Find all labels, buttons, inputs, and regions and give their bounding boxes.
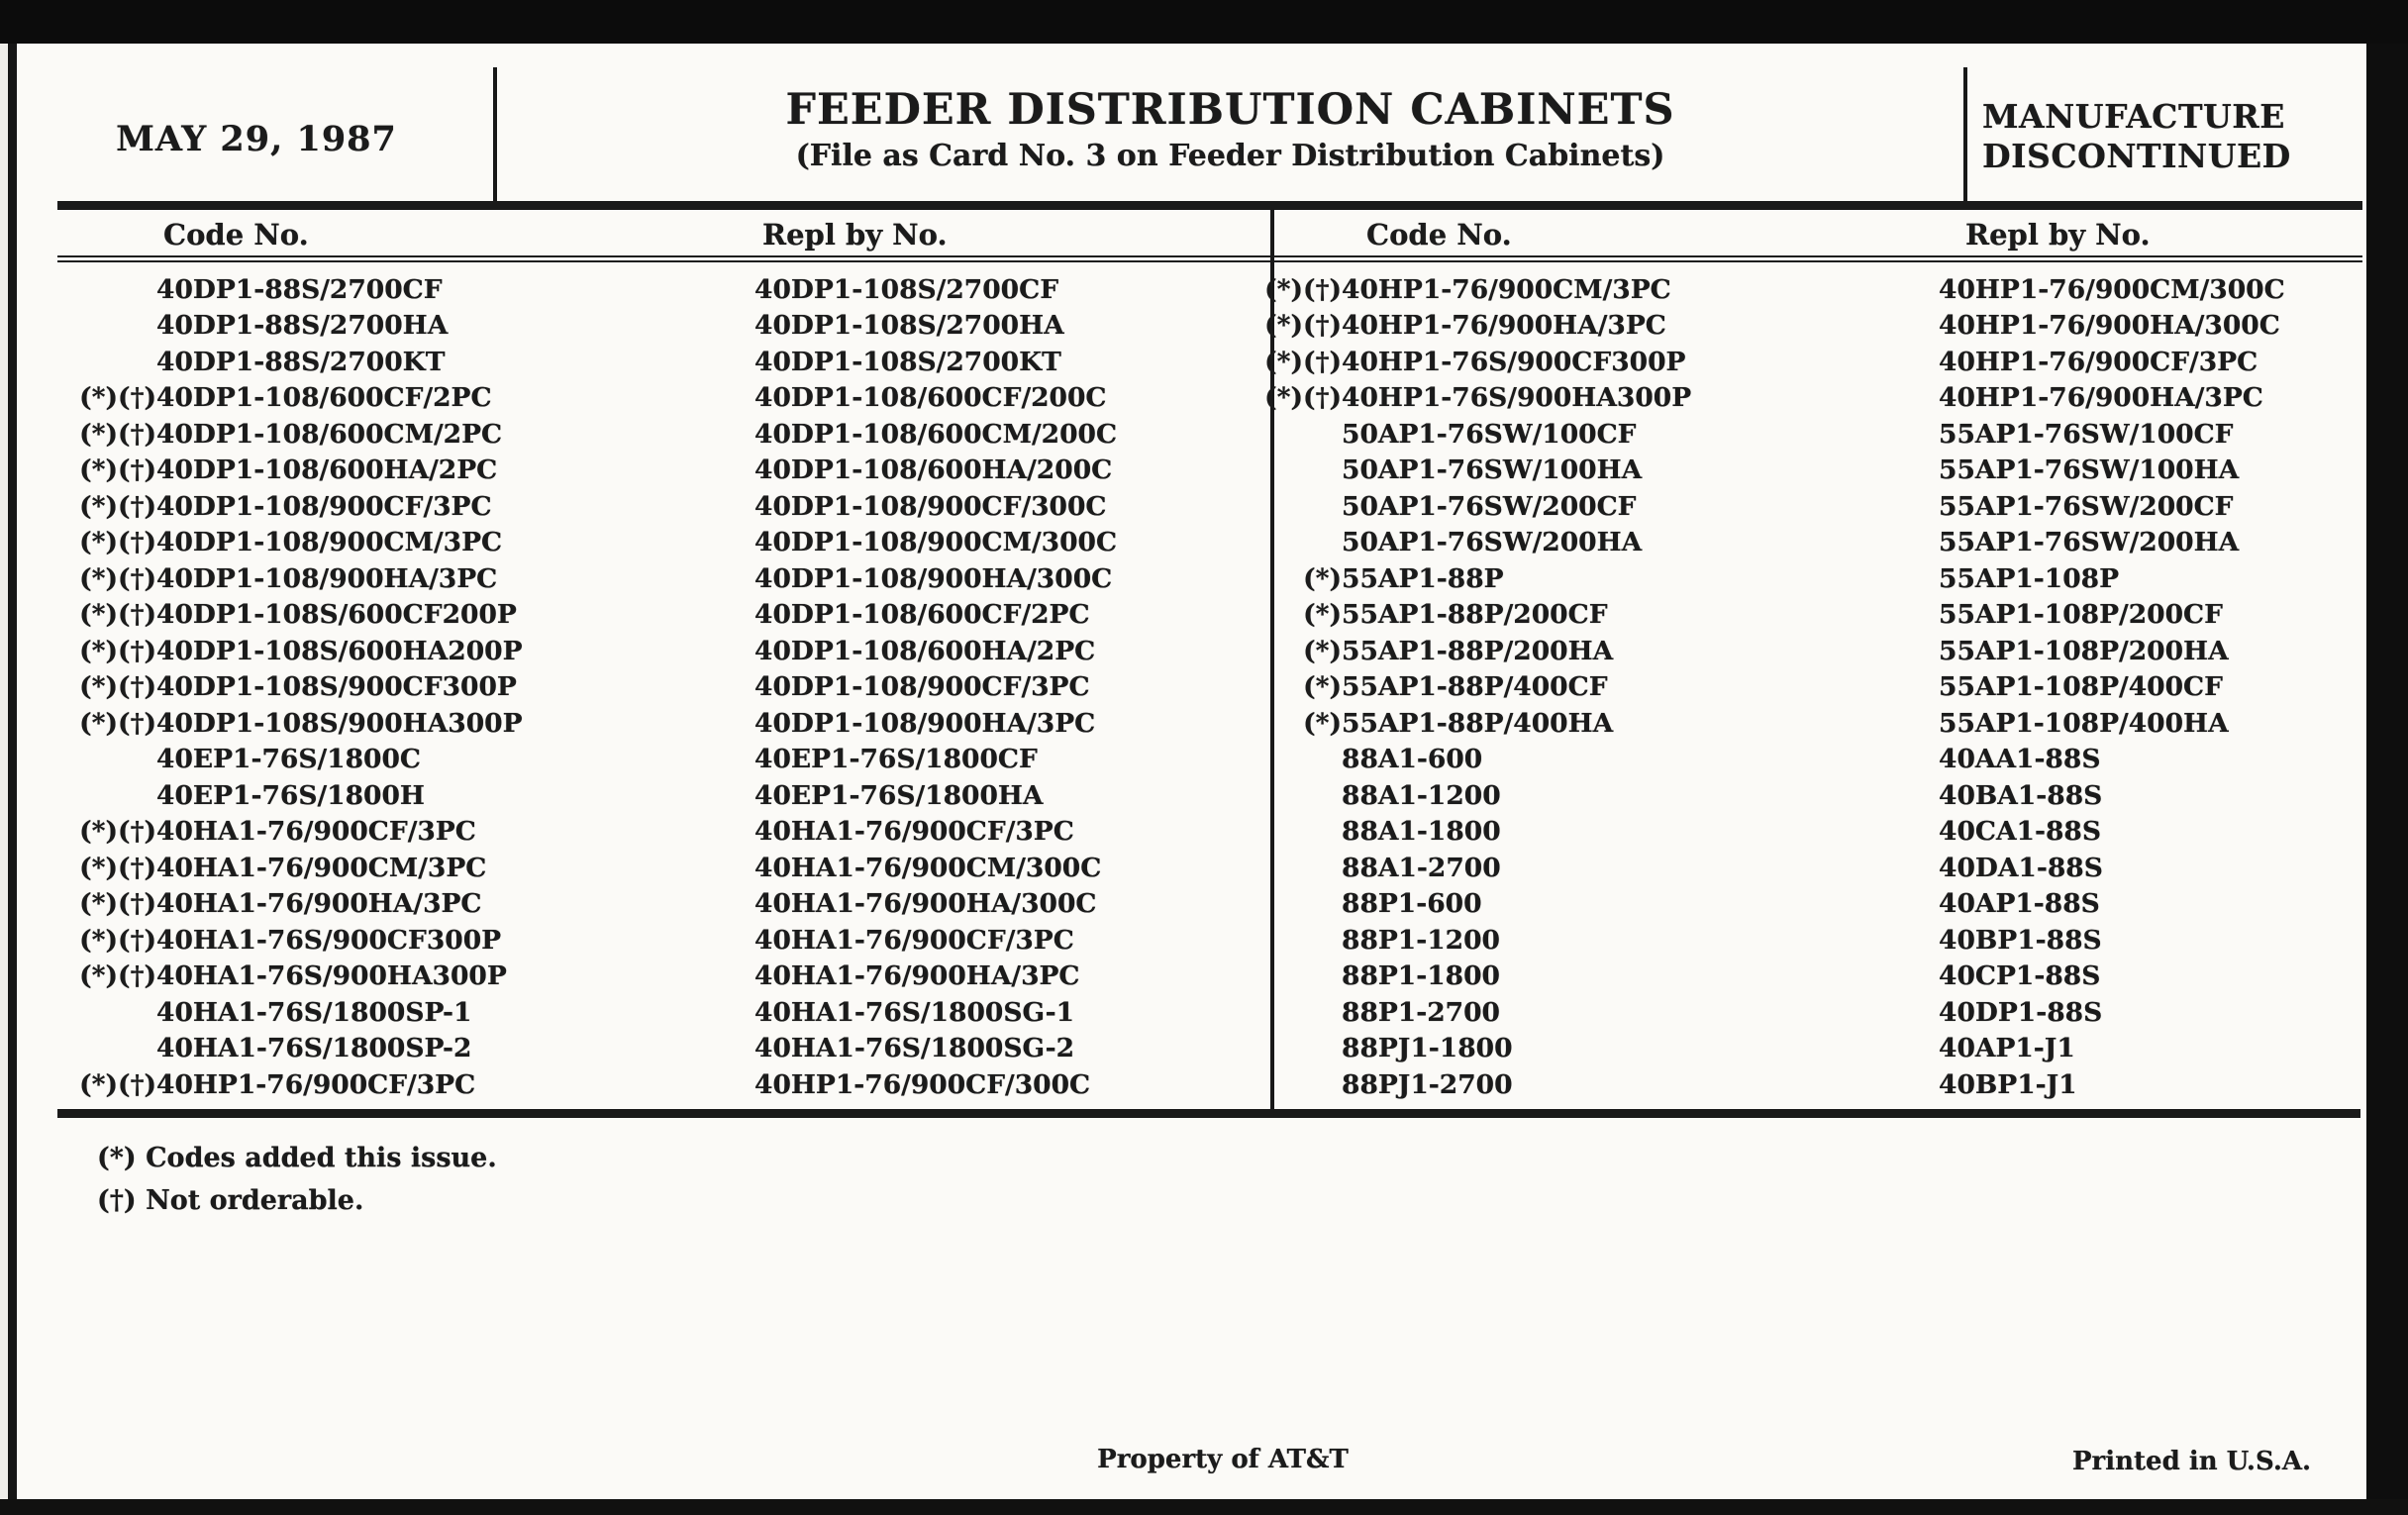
column-header-repl-right: Repl by No. xyxy=(1965,218,2151,252)
page-subtitle: (File as Card No. 3 on Feeder Distribution Cabinets) xyxy=(795,139,1665,173)
code-value: 40HA1-76S/1800SP-2 xyxy=(156,1033,472,1064)
code-cell xyxy=(1250,491,1939,522)
title-block xyxy=(505,85,1956,176)
code-value: 88PJ1-1800 xyxy=(1342,1033,1513,1064)
code-value: 88P1-600 xyxy=(1342,888,1482,920)
repl-cell: 40DP1-108/900CF/3PC xyxy=(754,671,1090,703)
repl-cell: 55AP1-108P/200CF xyxy=(1939,599,2223,631)
code-cell xyxy=(1250,744,1939,774)
code-cell xyxy=(1250,347,1939,377)
code-cell xyxy=(1250,816,1939,847)
code-marker: (*)(†) xyxy=(79,635,156,666)
code-value: 55AP1-88P/200CF xyxy=(1342,599,1608,631)
code-marker xyxy=(1250,419,1342,450)
code-value: 40DP1-108/600HA/2PC xyxy=(156,454,498,486)
table-row xyxy=(0,1031,2366,1067)
repl-cell: 55AP1-108P/200HA xyxy=(1939,635,2229,666)
repl-cell: 40HP1-76/900CM/300C xyxy=(1939,273,2285,305)
code-value: 88A1-2700 xyxy=(1342,852,1501,883)
code-value: 88A1-1200 xyxy=(1342,779,1501,811)
scan-edge-right xyxy=(2366,44,2408,1515)
code-value: 88P1-2700 xyxy=(1342,996,1500,1028)
code-cell xyxy=(1250,563,1939,594)
table-row xyxy=(0,271,2366,308)
code-value: 40HP1-76/900HA/3PC xyxy=(1342,310,1666,342)
code-value: 40DP1-108S/600CF200P xyxy=(156,599,517,631)
code-value: 40DP1-108S/900CF300P xyxy=(156,671,517,703)
repl-cell: 40DP1-108/600HA/200C xyxy=(754,454,1113,486)
repl-cell: 40DP1-108/900CM/300C xyxy=(754,527,1118,558)
table-row xyxy=(0,814,2366,851)
code-marker: (*) xyxy=(1303,635,1342,666)
code-value: 40HP1-76/900CF/3PC xyxy=(156,1068,476,1100)
code-value: 40DP1-88S/2700CF xyxy=(156,273,443,305)
code-marker: (*)(†) xyxy=(1264,382,1342,414)
code-marker: (*)(†) xyxy=(1264,273,1342,305)
code-cell xyxy=(1250,708,1939,739)
repl-cell: 40HA1-76/900CF/3PC xyxy=(754,816,1074,848)
code-marker: (*) xyxy=(1303,707,1342,739)
repl-cell: 55AP1-76SW/100HA xyxy=(1939,454,2240,486)
table-row xyxy=(0,453,2366,489)
code-value: 50AP1-76SW/200CF xyxy=(1342,490,1637,522)
repl-cell: 40DP1-108/900CF/300C xyxy=(754,490,1107,522)
repl-cell: 40CA1-88S xyxy=(1939,816,2101,848)
repl-cell: 40DP1-108S/2700CF xyxy=(754,273,1059,305)
repl-cell: 40DP1-108S/2700HA xyxy=(754,310,1064,342)
repl-cell: 55AP1-108P/400HA xyxy=(1939,707,2229,739)
code-marker xyxy=(1250,816,1342,847)
code-marker xyxy=(1250,853,1342,883)
code-value: 40HA1-76/900CF/3PC xyxy=(156,816,476,848)
code-value: 40HA1-76S/900CF300P xyxy=(156,924,502,956)
repl-cell: 40CP1-88S xyxy=(1939,960,2101,992)
code-marker: (*)(†) xyxy=(79,490,156,522)
table-bottom-rule xyxy=(57,1109,2360,1118)
code-value: 55AP1-88P/400CF xyxy=(1342,671,1608,703)
repl-cell: 55AP1-108P xyxy=(1939,562,2120,594)
repl-cell: 55AP1-76SW/200HA xyxy=(1939,527,2240,558)
code-cell xyxy=(1250,454,1939,485)
table-row xyxy=(0,922,2366,959)
code-cell xyxy=(1250,1033,1939,1063)
scan-edge-top xyxy=(0,0,2408,44)
code-cell xyxy=(1250,310,1939,341)
code-cell xyxy=(1250,780,1939,811)
code-marker: (*)(†) xyxy=(1264,310,1342,342)
code-value: 50AP1-76SW/100HA xyxy=(1342,454,1643,486)
code-marker: (*)(†) xyxy=(79,816,156,848)
code-cell xyxy=(1250,671,1939,702)
code-cell xyxy=(1250,960,1939,991)
header-rule xyxy=(57,201,2362,210)
code-marker xyxy=(1250,925,1342,956)
repl-cell: 55AP1-76SW/200CF xyxy=(1939,490,2234,522)
code-marker: (*)(†) xyxy=(79,527,156,558)
code-cell xyxy=(1250,636,1939,666)
code-marker xyxy=(1250,527,1342,557)
header-divider-right xyxy=(1963,67,1967,202)
issue-date: MAY 29, 1987 xyxy=(116,118,397,159)
code-marker xyxy=(1250,997,1342,1028)
code-value: 40EP1-76S/1800H xyxy=(156,779,425,811)
code-value: 40DP1-108/900HA/3PC xyxy=(156,562,498,594)
footer-printed: Printed in U.S.A. xyxy=(2072,1447,2312,1476)
footnote-codes-added: (*) Codes added this issue. xyxy=(97,1143,497,1173)
table-row xyxy=(0,380,2366,417)
code-marker: (*) xyxy=(1303,671,1342,703)
code-value: 40HA1-76S/1800SP-1 xyxy=(156,996,472,1028)
repl-cell: 40HA1-76S/1800SG-1 xyxy=(754,996,1075,1028)
code-value: 88PJ1-2700 xyxy=(1342,1068,1513,1100)
scan-edge-bottom xyxy=(0,1499,2408,1515)
header-divider-left xyxy=(493,67,497,202)
repl-cell: 40DP1-108/900HA/300C xyxy=(754,562,1113,594)
repl-cell: 55AP1-76SW/100CF xyxy=(1939,418,2234,450)
code-marker: (*)(†) xyxy=(79,888,156,920)
repl-cell: 40HP1-76/900CF/3PC xyxy=(1939,346,2258,377)
code-value: 40HA1-76/900CM/3PC xyxy=(156,852,487,883)
code-marker: (*)(†) xyxy=(79,454,156,486)
code-value: 40EP1-76S/1800C xyxy=(156,744,421,775)
code-marker xyxy=(1250,888,1342,919)
table-row xyxy=(0,1066,2366,1103)
column-header-rule xyxy=(57,255,2362,262)
code-value: 50AP1-76SW/200HA xyxy=(1342,527,1643,558)
column-header-code-right: Code No. xyxy=(1366,218,1512,252)
code-cell xyxy=(1250,527,1939,557)
code-marker: (*)(†) xyxy=(1264,346,1342,377)
repl-cell: 40DP1-108/600CF/200C xyxy=(754,382,1107,414)
code-marker xyxy=(1250,1069,1342,1100)
repl-cell: 40DP1-108/600CM/200C xyxy=(754,418,1118,450)
repl-cell: 40DP1-108S/2700KT xyxy=(754,346,1061,377)
table-row xyxy=(0,742,2366,778)
table-row xyxy=(0,994,2366,1031)
code-marker xyxy=(1250,780,1342,811)
code-marker: (*)(†) xyxy=(79,924,156,956)
code-marker xyxy=(1250,1033,1342,1063)
table-row xyxy=(0,308,2366,345)
page-title: FEEDER DISTRIBUTION CABINETS xyxy=(785,85,1675,135)
code-marker xyxy=(1250,960,1342,991)
code-value: 40DP1-108/900CM/3PC xyxy=(156,527,503,558)
table-row xyxy=(0,416,2366,453)
repl-cell: 40HP1-76/900HA/300C xyxy=(1939,310,2280,342)
repl-cell: 55AP1-108P/400CF xyxy=(1939,671,2223,703)
code-marker: (*) xyxy=(1303,599,1342,631)
code-value: 40DP1-108/900CF/3PC xyxy=(156,490,492,522)
table-row xyxy=(0,597,2366,634)
table-row xyxy=(0,344,2366,380)
code-value: 40HP1-76/900CM/3PC xyxy=(1342,273,1671,305)
code-marker: (*)(†) xyxy=(79,562,156,594)
code-marker: (*)(†) xyxy=(79,960,156,992)
code-value: 40DP1-108/600CM/2PC xyxy=(156,418,503,450)
repl-cell: 40DP1-108/600CF/2PC xyxy=(754,599,1090,631)
table-row xyxy=(0,705,2366,742)
column-header-code-left: Code No. xyxy=(163,218,309,252)
code-cell xyxy=(1250,925,1939,956)
code-marker: (*)(†) xyxy=(79,852,156,883)
code-marker: (*) xyxy=(1303,562,1342,594)
repl-cell: 40DP1-108/600HA/2PC xyxy=(754,635,1096,666)
code-value: 88P1-1200 xyxy=(1342,924,1500,956)
footer-property: Property of AT&T xyxy=(1097,1445,1349,1474)
footnote-not-orderable: (†) Not orderable. xyxy=(97,1185,364,1216)
table-row xyxy=(0,488,2366,525)
table-row xyxy=(0,669,2366,706)
code-value: 40DP1-108/600CF/2PC xyxy=(156,382,492,414)
code-cell xyxy=(1250,274,1939,305)
repl-cell: 40HA1-76S/1800SG-2 xyxy=(754,1033,1075,1064)
code-cell xyxy=(1250,599,1939,630)
status-line-1: MANUFACTURE xyxy=(1982,97,2285,136)
status-label xyxy=(1982,97,2358,176)
table-right-half xyxy=(0,271,2366,1103)
code-cell xyxy=(1250,853,1939,883)
code-cell xyxy=(1250,419,1939,450)
code-marker xyxy=(1250,454,1342,485)
code-marker: (*)(†) xyxy=(79,382,156,414)
repl-cell: 40EP1-76S/1800HA xyxy=(754,779,1044,811)
repl-cell: 40DA1-88S xyxy=(1939,852,2103,883)
repl-cell: 40BA1-88S xyxy=(1939,779,2103,811)
code-value: 40HP1-76S/900CF300P xyxy=(1342,346,1686,377)
code-marker: (*)(†) xyxy=(79,671,156,703)
code-marker xyxy=(1250,491,1342,522)
repl-cell: 40BP1-J1 xyxy=(1939,1068,2077,1100)
code-value: 40DP1-108S/900HA300P xyxy=(156,707,523,739)
column-header-repl-left: Repl by No. xyxy=(762,218,948,252)
table-row xyxy=(0,886,2366,923)
status-line-2: DISCONTINUED xyxy=(1982,137,2291,175)
table-row xyxy=(0,777,2366,814)
code-value: 88A1-1800 xyxy=(1342,816,1501,848)
code-cell xyxy=(1250,382,1939,413)
code-value: 55AP1-88P xyxy=(1342,562,1504,594)
table-row xyxy=(0,633,2366,669)
repl-cell: 40AP1-J1 xyxy=(1939,1033,2075,1064)
repl-cell: 40HA1-76/900CF/3PC xyxy=(754,924,1074,956)
repl-cell: 40HA1-76/900HA/300C xyxy=(754,888,1097,920)
repl-cell: 40EP1-76S/1800CF xyxy=(754,744,1038,775)
code-marker xyxy=(1250,744,1342,774)
code-value: 50AP1-76SW/100CF xyxy=(1342,418,1637,450)
code-value: 88A1-600 xyxy=(1342,744,1483,775)
footnotes xyxy=(97,1137,497,1222)
table-row xyxy=(0,525,2366,561)
repl-cell: 40HA1-76/900CM/300C xyxy=(754,852,1102,883)
code-marker: (*)(†) xyxy=(79,707,156,739)
code-value: 40HP1-76S/900HA300P xyxy=(1342,382,1692,414)
repl-cell: 40HA1-76/900HA/3PC xyxy=(754,960,1080,992)
code-cell xyxy=(1250,997,1939,1028)
repl-cell: 40AP1-88S xyxy=(1939,888,2100,920)
code-cell xyxy=(1250,888,1939,919)
repl-cell: 40DP1-88S xyxy=(1939,996,2103,1028)
code-value: 55AP1-88P/200HA xyxy=(1342,635,1614,666)
code-marker: (*)(†) xyxy=(79,599,156,631)
code-value: 40DP1-108S/600HA200P xyxy=(156,635,523,666)
table-row xyxy=(0,959,2366,995)
code-value: 40DP1-88S/2700KT xyxy=(156,346,446,377)
repl-cell: 40DP1-108/900HA/3PC xyxy=(754,707,1096,739)
code-value: 40DP1-88S/2700HA xyxy=(156,310,449,342)
repl-cell: 40BP1-88S xyxy=(1939,924,2102,956)
code-marker: (*)(†) xyxy=(79,1068,156,1100)
code-value: 40HA1-76S/900HA300P xyxy=(156,960,507,992)
table-row xyxy=(0,560,2366,597)
code-value: 88P1-1800 xyxy=(1342,960,1500,992)
repl-cell: 40HP1-76/900CF/300C xyxy=(754,1068,1091,1100)
code-value: 40HA1-76/900HA/3PC xyxy=(156,888,482,920)
table-row xyxy=(0,850,2366,886)
code-cell xyxy=(1250,1069,1939,1100)
code-value: 55AP1-88P/400HA xyxy=(1342,707,1614,739)
repl-cell: 40HP1-76/900HA/3PC xyxy=(1939,382,2263,414)
repl-cell: 40AA1-88S xyxy=(1939,744,2101,775)
code-marker: (*)(†) xyxy=(79,418,156,450)
